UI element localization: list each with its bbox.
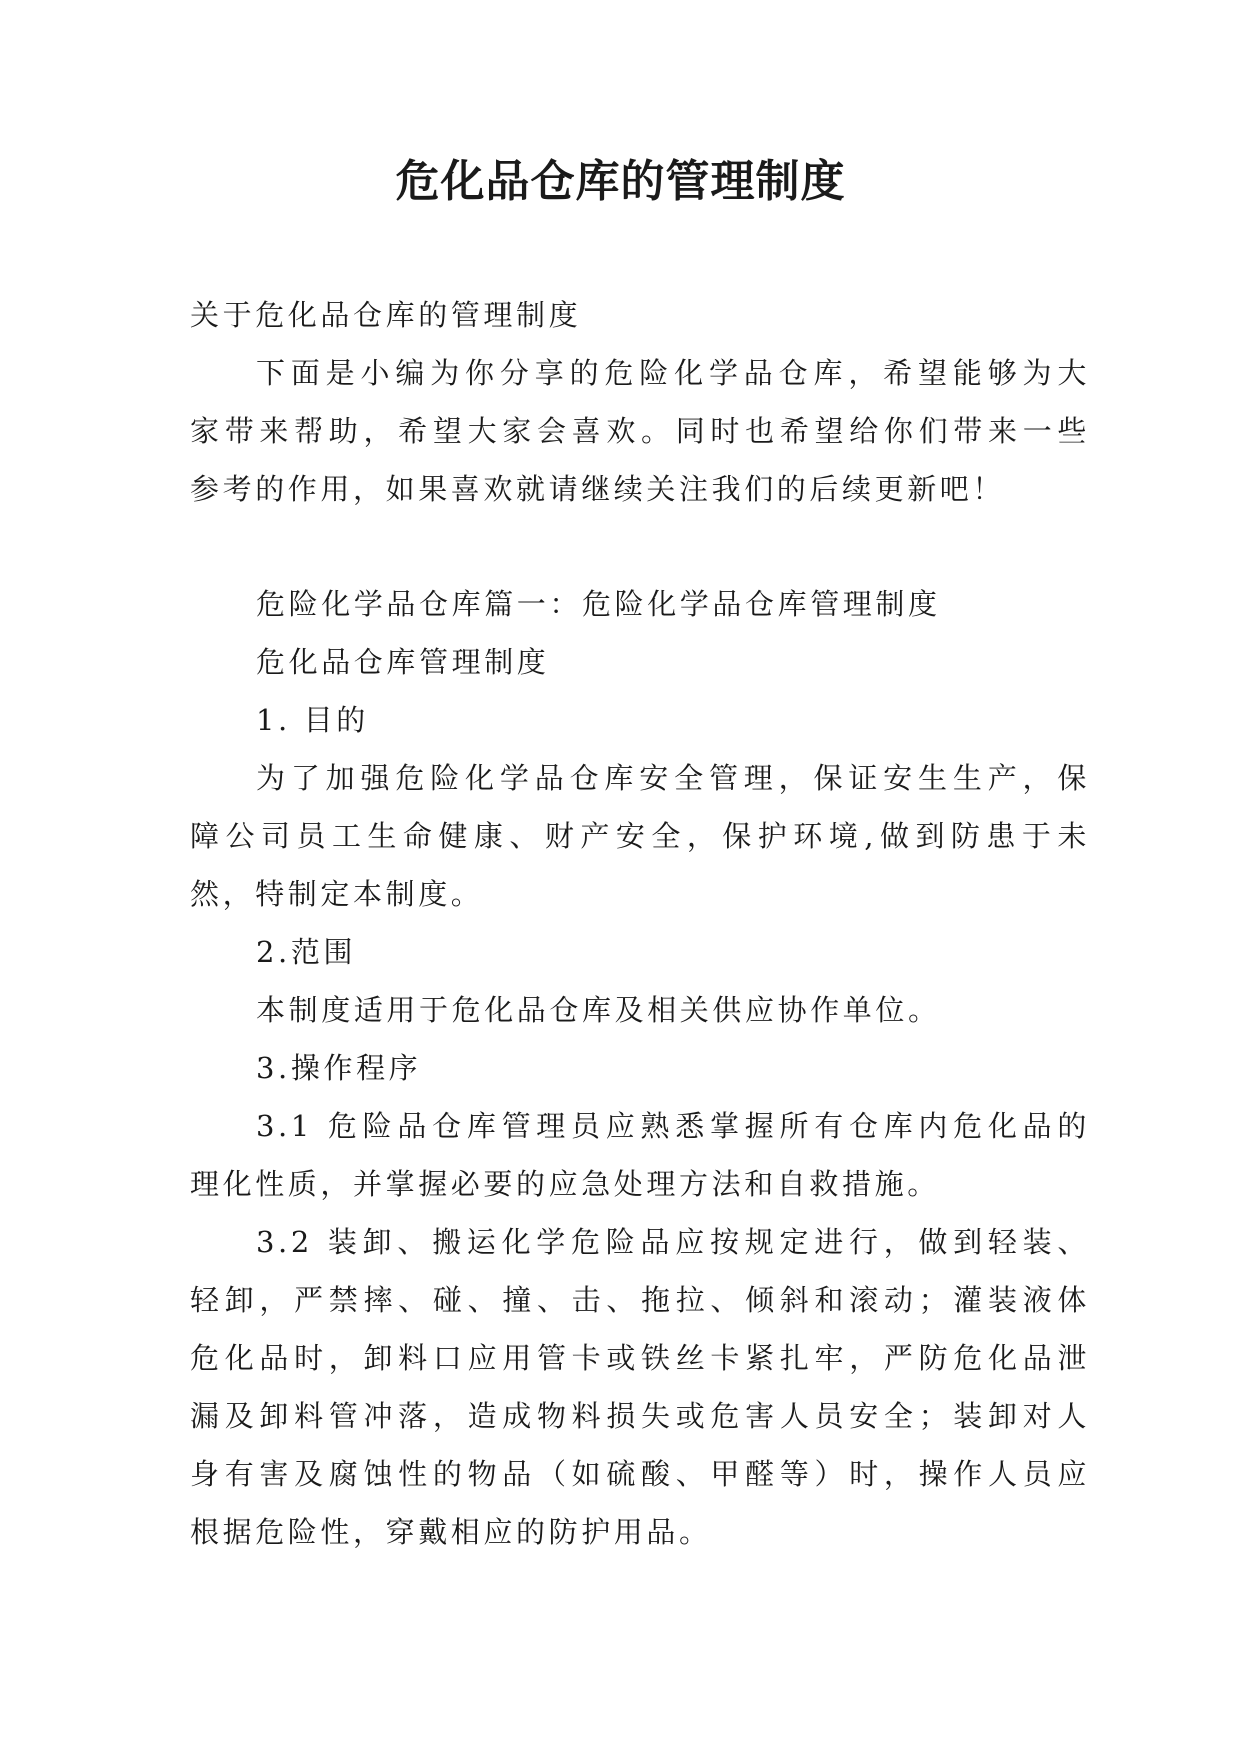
item-3-2-line-1: 3.2 装卸、搬运化学危险品应按规定进行，做到轻装、 — [256, 1225, 1090, 1259]
intro-paragraph-line-2: 家带来帮助，希望大家会喜欢。同时也希望给你们带来一些 — [190, 414, 1090, 448]
item-1-heading: 1. 目的 — [256, 703, 369, 737]
item-3-2-line-2: 轻卸，严禁摔、碰、撞、击、拖拉、倾斜和滚动；灌装液体 — [190, 1283, 1090, 1317]
item-3-2-line-4: 漏及卸料管冲落，造成物料损失或危害人员安全；装卸对人 — [190, 1399, 1090, 1433]
item-1-body-line-1: 为了加强危险化学品仓库安全管理，保证安生生产，保 — [256, 761, 1090, 795]
item-3-1-line-1: 3.1 危险品仓库管理员应熟悉掌握所有仓库内危化品的 — [256, 1109, 1090, 1143]
section-heading: 危险化学品仓库篇一：危险化学品仓库管理制度 — [256, 587, 941, 621]
item-2-heading: 2.范围 — [256, 935, 357, 969]
intro-heading: 关于危化品仓库的管理制度 — [190, 298, 582, 332]
item-3-heading: 3.操作程序 — [256, 1051, 422, 1085]
item-3-2-line-6: 根据危险性，穿戴相应的防护用品。 — [190, 1515, 712, 1549]
item-3-2-line-3: 危化品时，卸料口应用管卡或铁丝卡紧扎牢，严防危化品泄 — [190, 1341, 1090, 1375]
item-1-body-line-3: 然，特制定本制度。 — [190, 877, 484, 911]
document-title: 危化品仓库的管理制度 — [395, 156, 846, 207]
document-subtitle: 危化品仓库管理制度 — [256, 645, 550, 679]
item-3-1-line-2: 理化性质，并掌握必要的应急处理方法和自救措施。 — [190, 1167, 940, 1201]
intro-paragraph-line-1: 下面是小编为你分享的危险化学品仓库，希望能够为大 — [256, 356, 1090, 390]
intro-paragraph-line-3: 参考的作用，如果喜欢就请继续关注我们的后续更新吧！ — [190, 472, 1006, 506]
item-3-2-line-5: 身有害及腐蚀性的物品（如硫酸、甲醛等）时，操作人员应 — [190, 1457, 1090, 1491]
item-2-body: 本制度适用于危化品仓库及相关供应协作单位。 — [256, 993, 941, 1027]
item-1-body-line-2: 障公司员工生命健康、财产安全，保护环境,做到防患于未 — [190, 819, 1090, 853]
